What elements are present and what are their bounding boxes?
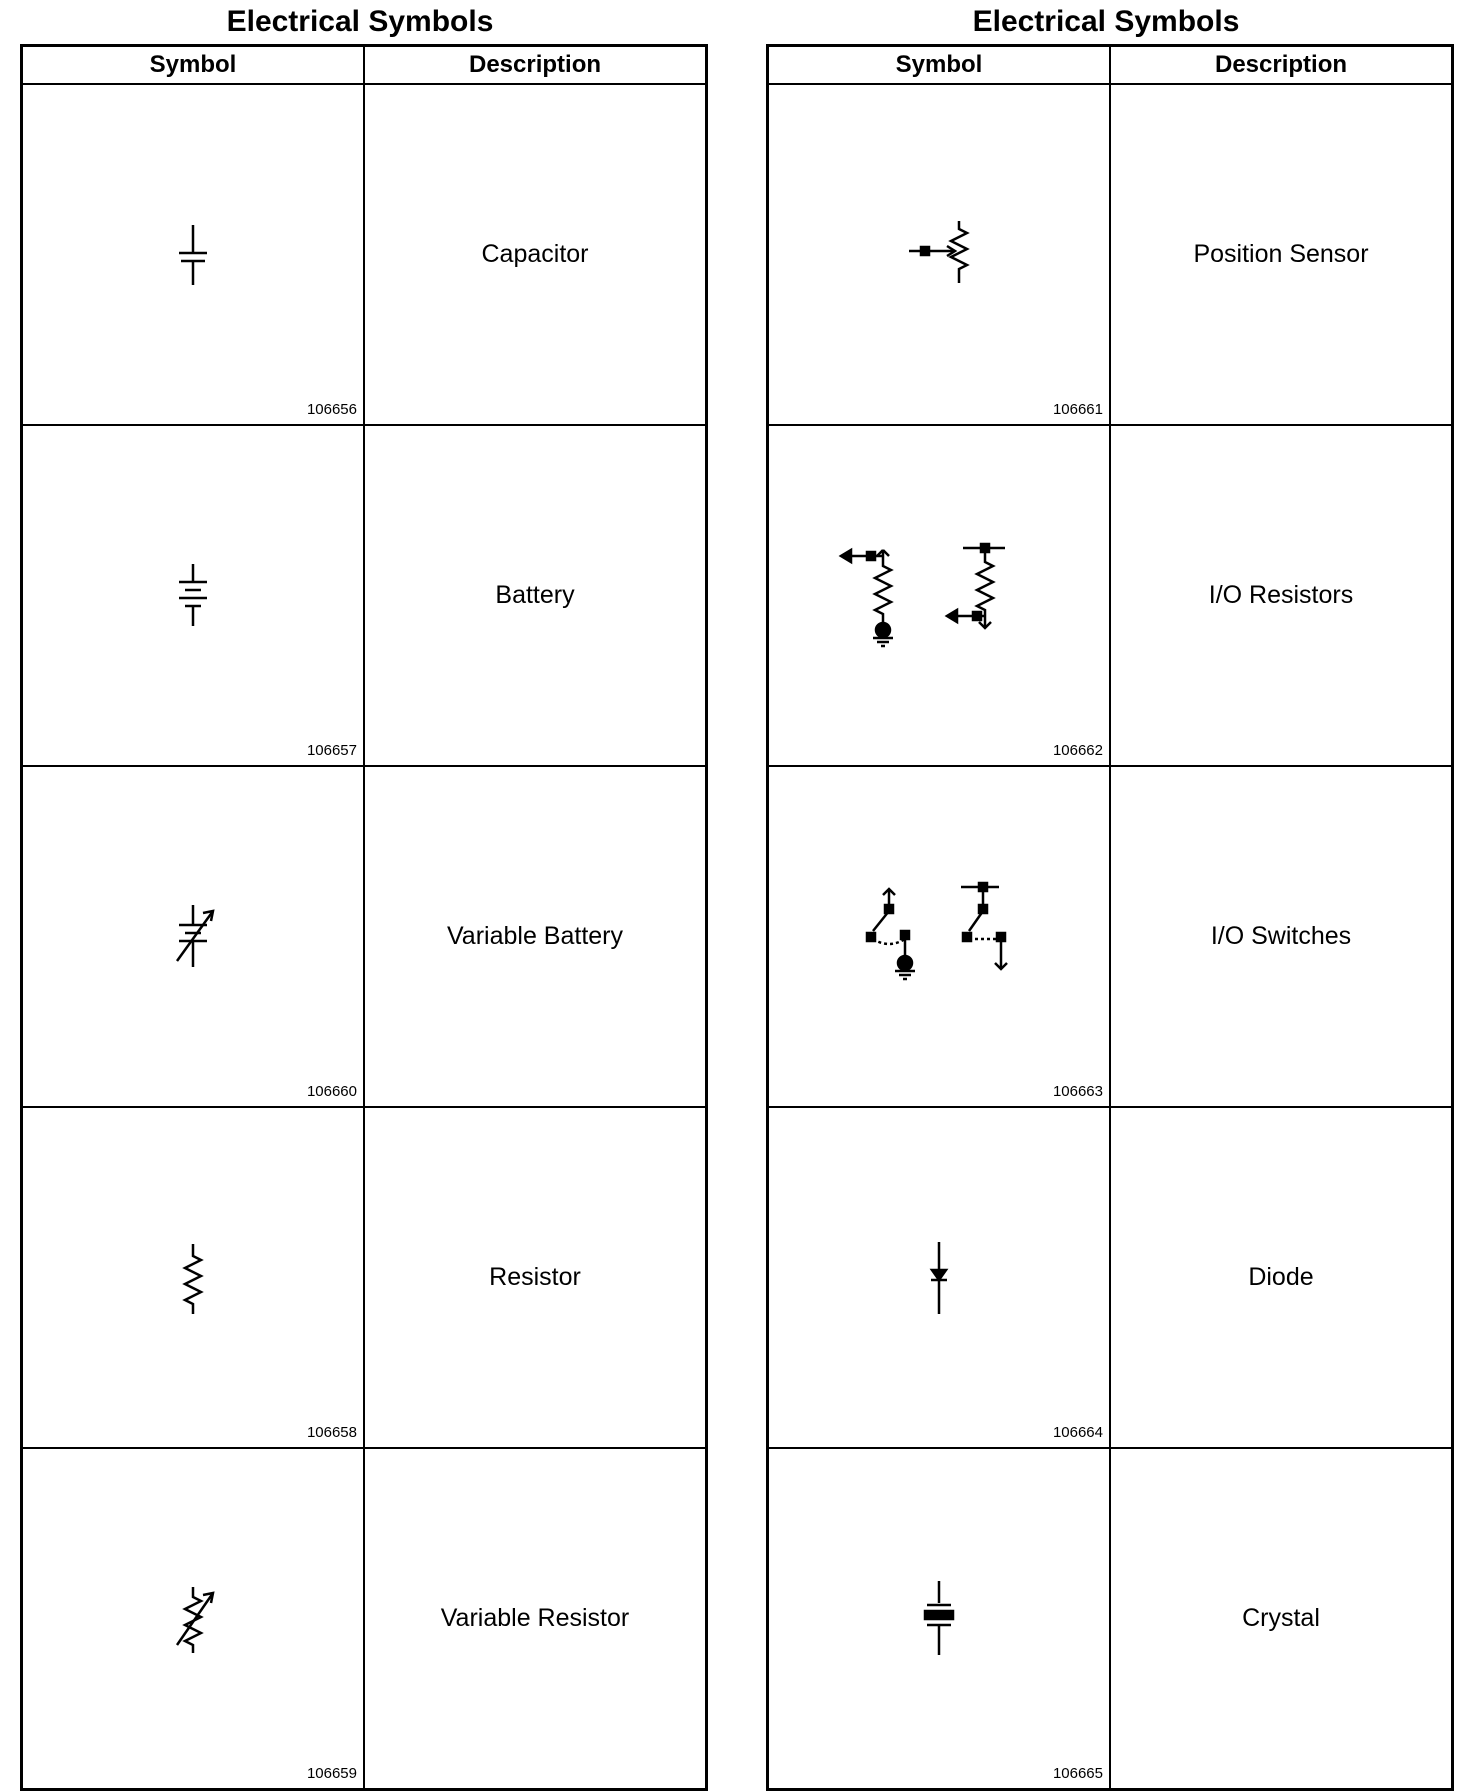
symbol-cell [768,84,1111,425]
symbol-cell [22,425,365,766]
symbol-cell [22,1107,365,1448]
panel-title: Electrical Symbols [972,5,1240,38]
capacitor-icon [133,195,253,315]
description-cell: Variable Battery [364,766,707,1107]
diode-icon [879,1218,999,1338]
figure-number: 106659 [306,1765,357,1782]
description-cell: Variable Resistor [364,1448,707,1790]
table-row [22,766,707,1107]
symbols-table [20,44,708,1791]
symbol-cell [22,1448,365,1790]
resistor-icon [133,1218,253,1338]
figure-number: 106660 [306,1083,357,1100]
symbol-cell [768,1448,1111,1790]
figure-number: 106658 [306,1424,357,1441]
symbol-cell [22,766,365,1107]
right-panel [766,0,1446,1791]
variable-resistor-icon [133,1559,253,1679]
crystal-icon [879,1559,999,1679]
panel-title: Electrical Symbols [226,5,494,38]
description-column-header: Description [364,46,707,85]
figure-number: 106665 [1052,1765,1103,1782]
figure-number: 106661 [1052,401,1103,418]
description-cell: Crystal [1110,1448,1453,1790]
symbol-column-header: Symbol [768,46,1111,85]
description-cell: Capacitor [364,84,707,425]
symbol-cell [768,425,1111,766]
variable-battery-icon [133,877,253,997]
description-cell: Battery [364,425,707,766]
table-row [22,1448,707,1790]
symbol-cell [768,1107,1111,1448]
description-cell: Diode [1110,1107,1453,1448]
symbols-table [766,44,1454,1791]
description-cell: I/O Switches [1110,766,1453,1107]
battery-icon [133,536,253,656]
description-column-header: Description [1110,46,1453,85]
table-header-row [22,46,707,85]
table-row [22,84,707,425]
table-row [22,425,707,766]
table-row [768,84,1453,425]
figure-number: 106662 [1052,742,1103,759]
table-row [768,1107,1453,1448]
symbol-cell [768,766,1111,1107]
io-resistors-icon [829,536,1049,656]
description-cell: Position Sensor [1110,84,1453,425]
figure-number: 106664 [1052,1424,1103,1441]
table-row [768,425,1453,766]
figure-number: 106657 [306,742,357,759]
left-panel [20,0,700,1791]
table-header-row [768,46,1453,85]
symbol-cell [22,84,365,425]
position-sensor-icon [879,195,999,315]
figure-number: 106663 [1052,1083,1103,1100]
description-cell: I/O Resistors [1110,425,1453,766]
table-row [22,1107,707,1448]
table-row [768,766,1453,1107]
description-cell: Resistor [364,1107,707,1448]
io-switches-icon [829,877,1049,997]
figure-number: 106656 [306,401,357,418]
symbol-column-header: Symbol [22,46,365,85]
table-row [768,1448,1453,1790]
